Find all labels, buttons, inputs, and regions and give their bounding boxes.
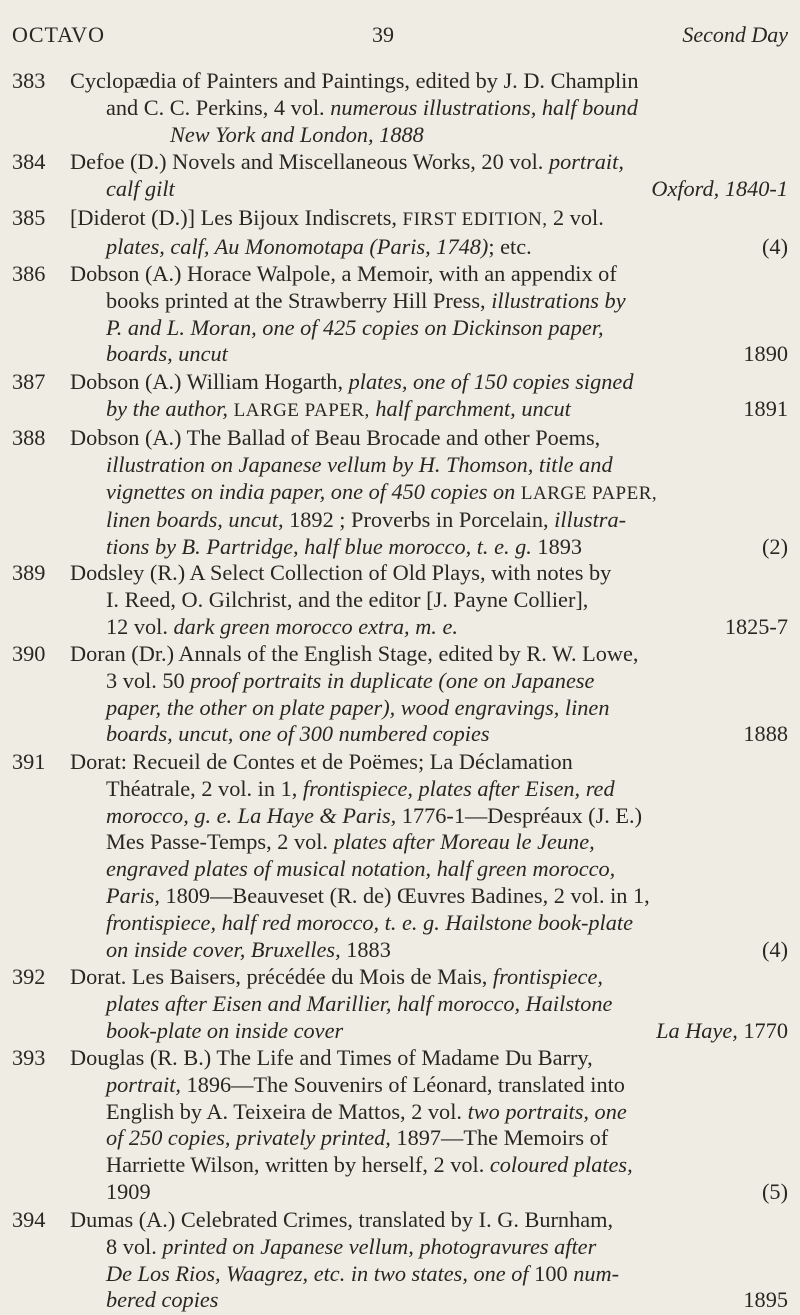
- entry-line: book-plate on inside cover La Haye, 1770: [106, 1017, 788, 1043]
- lot-entry: [0, 425, 800, 560]
- entry-line: Dorat: Recueil de Contes et de Poëmes; La Déclamation: [70, 749, 573, 774]
- lot-entry: [0, 641, 800, 749]
- page-header: [0, 22, 800, 52]
- lot-entry: [0, 205, 800, 261]
- entry-line: Dodsley (R.) A Select Collection of Old Plays, with notes by: [70, 560, 612, 585]
- header-format: OCTAVO: [12, 22, 106, 47]
- entry-line: portrait, 1896—The Souvenirs of Léonard, translated into: [106, 1071, 625, 1097]
- entry-line: Dumas (A.) Celebrated Crimes, translated by I. G. Burnham,: [70, 1207, 614, 1232]
- entry-line: Defoe (D.) Novels and Miscellaneous Works, 20 vol. portrait,: [70, 149, 624, 174]
- lot-number: 387: [12, 369, 46, 394]
- entry-line: Dobson (A.) William Hogarth, plates, one of 150 copies signed: [70, 369, 634, 394]
- entry-line: 3 vol. 50 proof portraits in duplicate (one on Japanese: [106, 667, 595, 693]
- entry-line: on inside cover, Bruxelles, 1883 (4): [106, 936, 788, 962]
- lot-number: 386: [12, 261, 46, 286]
- entry-line: illustration on Japanese vellum by H. Thomson, title and: [106, 451, 613, 477]
- entry-line: calf gilt Oxford, 1840-1: [106, 175, 788, 201]
- lot-entry: [0, 1207, 800, 1315]
- lot-entry: [0, 749, 800, 964]
- entry-line: Doran (Dr.) Annals of the English Stage, edited by R. W. Lowe,: [70, 641, 639, 666]
- lot-number: 388: [12, 425, 46, 450]
- entry-line: boards, uncut, one of 300 numbered copies 1888: [106, 721, 788, 747]
- lot-entry: [0, 1045, 800, 1207]
- entry-line: 1909 (5): [106, 1178, 788, 1204]
- entry-line: Dorat. Les Baisers, précédée du Mois de Mais, frontispiece,: [70, 964, 603, 989]
- lot-entry: [0, 964, 800, 1045]
- header-day: Second Day: [682, 22, 788, 47]
- lot-number: 383: [12, 68, 46, 93]
- lot-entry: [0, 261, 800, 369]
- entry-line: plates after Eisen and Marillier, half morocco, Hailstone: [106, 990, 613, 1016]
- entry-line: linen boards, uncut, 1892 ; Proverbs in Porcelain, illustra-: [106, 507, 627, 533]
- entry-line: [Diderot (D.)] Les Bijoux Indiscrets, FIRST EDITION, 2 vol.: [70, 205, 604, 230]
- entry-line: Paris, 1809—Beauveset (R. de) Œuvres Badines, 2 vol. in 1,: [106, 882, 650, 908]
- entry-line: vignettes on india paper, one of 450 copies on LARGE PAPER,: [106, 478, 658, 504]
- entry-line: boards, uncut 1890: [106, 341, 788, 367]
- entry-line: morocco, g. e. La Haye & Paris, 1776-1—Despréaux (J. E.): [106, 802, 643, 828]
- entry-line: New York and London, 1888: [170, 121, 424, 147]
- entry-line: paper, the other on plate paper), wood engravings, linen: [106, 694, 610, 720]
- entry-line: books printed at the Strawberry Hill Press, illustrations by: [106, 287, 626, 313]
- page-number: 39: [372, 22, 394, 47]
- entry-list: [0, 68, 800, 1315]
- lot-entry: [0, 369, 800, 425]
- entry-line: Dobson (A.) Horace Walpole, a Memoir, with an appendix of: [70, 261, 617, 286]
- entry-line: 8 vol. printed on Japanese vellum, photogravures after: [106, 1233, 597, 1259]
- entry-line: bered copies 1895: [106, 1287, 788, 1313]
- entry-line: De Los Rios, Waagrez, etc. in two states, one of 100 num-: [106, 1260, 620, 1286]
- entry-line: of 250 copies, privately printed, 1897—The Memoirs of: [106, 1125, 609, 1151]
- lot-number: 393: [12, 1045, 46, 1070]
- entry-line: tions by B. Partridge, half blue morocco, t. e. g. 1893 (2): [106, 534, 788, 560]
- entry-line: Douglas (R. B.) The Life and Times of Madame Du Barry,: [70, 1045, 593, 1070]
- entry-line: English by A. Teixeira de Mattos, 2 vol. two portraits, one: [106, 1098, 627, 1124]
- lot-number: 385: [12, 205, 46, 230]
- lot-number: 394: [12, 1207, 46, 1232]
- entry-line: plates, calf, Au Monomotapa (Paris, 1748); etc. (4): [106, 233, 788, 259]
- entry-line: engraved plates of musical notation, half green morocco,: [106, 856, 616, 882]
- lot-number: 391: [12, 749, 46, 774]
- entry-line: Cyclopædia of Painters and Paintings, edited by J. D. Champlin: [70, 68, 639, 93]
- entry-line: Mes Passe-Temps, 2 vol. plates after Moreau le Jeune,: [106, 829, 595, 855]
- entry-line: Harriette Wilson, written by herself, 2 vol. coloured plates,: [106, 1152, 633, 1178]
- entry-line: Dobson (A.) The Ballad of Beau Brocade and other Poems,: [70, 425, 601, 450]
- lot-number: 392: [12, 964, 46, 989]
- lot-number: 384: [12, 149, 46, 174]
- entry-line: and C. C. Perkins, 4 vol. numerous illustrations, half bound: [106, 94, 638, 120]
- entry-line: frontispiece, half red morocco, t. e. g. Hailstone book-plate: [106, 909, 633, 935]
- entry-line: I. Reed, O. Gilchrist, and the editor [J. Payne Collier],: [106, 586, 589, 612]
- entry-line: by the author, LARGE PAPER, half parchment, uncut 1891: [106, 395, 788, 421]
- entry-line: Théatrale, 2 vol. in 1, frontispiece, plates after Eisen, red: [106, 775, 615, 801]
- lot-number: 390: [12, 641, 46, 666]
- entry-line: 12 vol. dark green morocco extra, m. e. 1825-7: [106, 613, 788, 639]
- entry-line: P. and L. Moran, one of 425 copies on Dickinson paper,: [106, 314, 604, 340]
- lot-entry: [0, 560, 800, 641]
- lot-number: 389: [12, 560, 46, 585]
- lot-entry: [0, 149, 800, 205]
- lot-entry: [0, 68, 800, 149]
